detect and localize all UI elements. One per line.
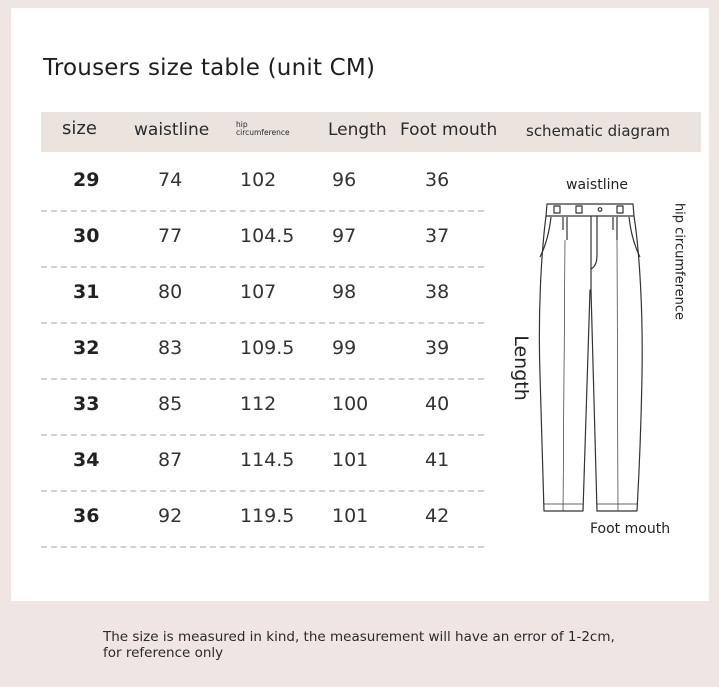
cell-hip: 119.5 (240, 505, 295, 527)
header-length: Length (328, 120, 387, 140)
cell-hip: 107 (240, 281, 277, 303)
note-line-2: for reference only (103, 645, 224, 661)
diagram-label-foot-mouth: Foot mouth (590, 521, 671, 537)
cell-size: 36 (73, 505, 100, 527)
cell-length: 101 (332, 505, 369, 527)
cell-length: 97 (332, 225, 357, 247)
cell-size: 30 (73, 225, 100, 247)
cell-length: 98 (332, 281, 357, 303)
header-hip-line2: circumference (236, 128, 290, 137)
cell-hip: 102 (240, 169, 277, 191)
cell-hip: 109.5 (240, 337, 295, 359)
note-line-1: The size is measured in kind, the measurement will have an error of 1-2cm, (103, 629, 615, 645)
cell-length: 100 (332, 393, 369, 415)
cell-waistline: 83 (158, 337, 183, 359)
cell-foot-mouth: 39 (425, 337, 450, 359)
diagram-label-waistline: waistline (566, 177, 628, 193)
cell-foot-mouth: 36 (425, 169, 450, 191)
diagram-label-hip-circumference: hip circumference (671, 202, 687, 321)
cell-size: 31 (73, 281, 100, 303)
cell-size: 29 (73, 169, 100, 191)
cell-hip: 114.5 (240, 449, 295, 471)
cell-hip: 104.5 (240, 225, 295, 247)
table-row (41, 210, 484, 268)
table-row (41, 490, 484, 548)
table-row (41, 154, 484, 212)
cell-size: 33 (73, 393, 100, 415)
header-waistline: waistline (134, 120, 210, 140)
cell-foot-mouth: 37 (425, 225, 450, 247)
header-size: size (62, 118, 97, 139)
table-row (41, 434, 484, 492)
cell-waistline: 80 (158, 281, 183, 303)
cell-length: 96 (332, 169, 357, 191)
cell-foot-mouth: 41 (425, 449, 450, 471)
header-schematic-diagram: schematic diagram (526, 122, 671, 140)
cell-foot-mouth: 40 (425, 393, 450, 415)
table-row (41, 266, 484, 324)
cell-length: 101 (332, 449, 369, 471)
header-hip-circumference (236, 121, 306, 137)
table-row (41, 378, 484, 436)
cell-waistline: 85 (158, 393, 183, 415)
header-foot-mouth: Foot mouth (400, 120, 498, 140)
cell-size: 32 (73, 337, 100, 359)
header-hip-line1: hip (236, 120, 248, 129)
table-row (41, 322, 484, 380)
trousers-schematic-icon (525, 195, 665, 520)
cell-foot-mouth: 38 (425, 281, 450, 303)
cell-waistline: 87 (158, 449, 183, 471)
cell-foot-mouth: 42 (425, 505, 450, 527)
cell-size: 34 (73, 449, 100, 471)
cell-waistline: 92 (158, 505, 183, 527)
cell-waistline: 77 (158, 225, 183, 247)
cell-hip: 112 (240, 393, 277, 415)
diagram-label-length: Length (510, 335, 532, 401)
cell-length: 99 (332, 337, 357, 359)
cell-waistline: 74 (158, 169, 183, 191)
page-title: Trousers size table (unit CM) (43, 55, 376, 81)
measurement-note (103, 629, 615, 661)
